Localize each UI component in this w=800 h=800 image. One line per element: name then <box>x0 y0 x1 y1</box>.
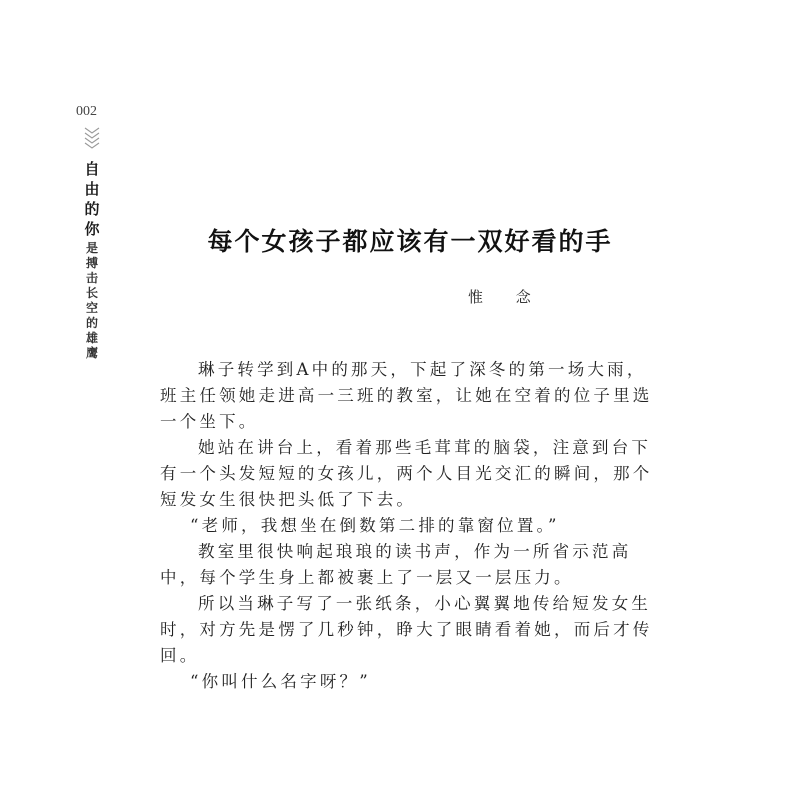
body-text-line: 回。 <box>160 646 200 665</box>
body-text-line: 中，每个学生身上都被裹上了一层又一层压力。 <box>160 568 574 587</box>
body-text-line: “你叫什么名字呀？” <box>190 672 371 691</box>
running-head-char: 空 <box>85 301 98 315</box>
running-head-char: 的 <box>84 200 100 218</box>
page-number: 002 <box>76 104 97 119</box>
body-text-line: 教室里很快响起琅琅的读书声，作为一所省示范高 <box>198 542 632 561</box>
body-text-line: 所以当琳子写了一张纸条，小心翼翼地传给短发女生 <box>198 594 652 613</box>
running-head-char: 的 <box>85 316 98 330</box>
chevron-down-ornament-icon <box>84 126 100 152</box>
running-head-char: 是 <box>85 241 98 255</box>
running-head-char: 由 <box>84 180 100 198</box>
running-head-char: 雄 <box>85 331 98 345</box>
running-head-char: 你 <box>84 220 100 238</box>
running-head-char: 自 <box>84 160 100 178</box>
running-head-char: 长 <box>85 286 98 300</box>
body-text-line: 琳子转学到A中的那天，下起了深冬的第一场大雨， <box>198 360 647 379</box>
article-title: 每个女孩子都应该有一双好看的手 <box>207 227 613 256</box>
body-text-line: 有一个头发短短的女孩儿，两个人目光交汇的瞬间，那个 <box>160 464 653 483</box>
running-head-char: 击 <box>85 271 98 285</box>
running-head-vertical <box>82 162 102 362</box>
body-text-line: 班主任领她走进高一三班的教室，让她在空着的位子里选 <box>160 386 653 405</box>
body-text-line: “老师，我想坐在倒数第二排的靠窗位置。” <box>190 516 560 535</box>
article-author: 惟 念 <box>468 288 545 306</box>
running-head-char: 鹰 <box>85 346 98 360</box>
body-text-line: 时，对方先是愣了几秒钟，睁大了眼睛看着她，而后才传 <box>160 620 653 639</box>
article-body <box>160 357 660 695</box>
body-text-line: 一个坐下。 <box>160 412 259 431</box>
running-head-char: 搏 <box>85 256 98 270</box>
body-text-line: 她站在讲台上，看着那些毛茸茸的脑袋，注意到台下 <box>198 438 652 457</box>
body-text-line: 短发女生很快把头低了下去。 <box>160 490 417 509</box>
